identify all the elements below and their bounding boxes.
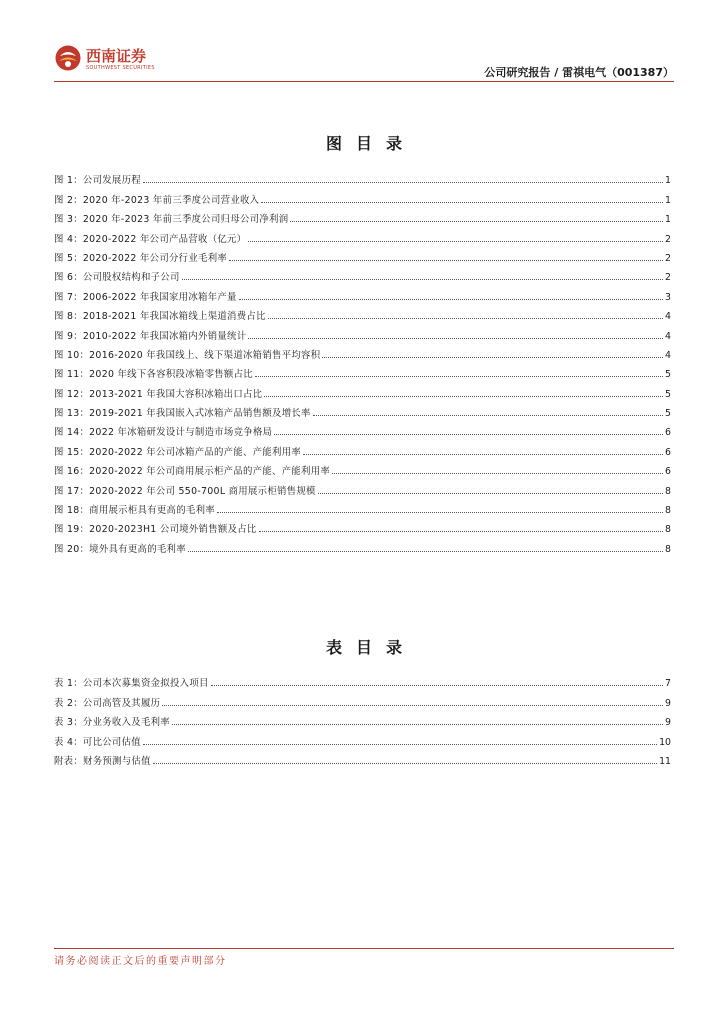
toc-entry-label: 表 3：分业务收入及毛利率 (54, 717, 170, 729)
dot-leader (264, 396, 663, 397)
toc-page-number: 4 (665, 311, 671, 323)
dot-leader (153, 763, 657, 764)
figure-toc-entry[interactable] (54, 225, 671, 244)
dot-leader (303, 454, 663, 455)
header-divider (54, 81, 674, 82)
toc-entry-label: 图 19：2020-2023H1 公司境外销售额及占比 (54, 524, 257, 536)
toc-entry-label: 图 2：2020 年-2023 年前三季度公司营业收入 (54, 194, 260, 206)
dot-leader (229, 260, 663, 261)
dot-leader (313, 415, 663, 416)
toc-page-number: 10 (659, 736, 671, 748)
logo-chinese-name: 西南证券 (86, 47, 147, 65)
toc-page-number: 11 (659, 755, 671, 767)
figure-toc-entry[interactable] (54, 283, 671, 302)
toc-entry-label: 表 1：公司本次募集资金拟投入项目 (54, 678, 209, 690)
toc-entry-label: 附表：财务预测与估值 (54, 755, 151, 767)
dot-leader (248, 338, 663, 339)
dot-leader (211, 685, 663, 686)
toc-page-number: 8 (665, 524, 671, 536)
toc-entry-label: 图 3：2020 年-2023 年前三季度公司归母公司净利润 (54, 214, 289, 226)
figure-toc-entry[interactable] (54, 322, 671, 341)
toc-entry-label: 图 9：2010-2022 年我国冰箱内外销量统计 (54, 330, 247, 342)
figure-toc-entry[interactable] (54, 206, 671, 225)
toc-entry-label: 图 18：商用展示柜具有更高的毛利率 (54, 505, 215, 517)
toc-page-number: 1 (665, 175, 671, 187)
figure-toc-entry[interactable] (54, 245, 671, 264)
table-index-list (54, 670, 671, 767)
page-header (54, 40, 674, 82)
dot-leader (143, 182, 663, 183)
figure-toc-entry[interactable] (54, 477, 671, 496)
toc-page-number: 5 (665, 388, 671, 400)
toc-entry-label: 表 2：公司高管及其履历 (54, 697, 161, 709)
toc-page-number: 2 (665, 272, 671, 284)
figure-toc-entry[interactable] (54, 380, 671, 399)
figure-toc-entry[interactable] (54, 419, 671, 438)
toc-page-number: 1 (665, 194, 671, 206)
dot-leader (162, 705, 663, 706)
toc-page-number: 4 (665, 330, 671, 342)
toc-entry-label: 图 16：2020-2022 年公司商用展示柜产品的产能、产能利用率 (54, 466, 331, 478)
toc-page-number: 1 (665, 214, 671, 226)
toc-page-number: 8 (665, 485, 671, 497)
toc-page-number: 8 (665, 505, 671, 517)
table-toc-entry[interactable] (54, 670, 671, 689)
figure-toc-entry[interactable] (54, 361, 671, 380)
toc-page-number: 6 (665, 446, 671, 458)
figure-index-list (54, 167, 671, 555)
figure-index-heading: 图目录 (325, 134, 416, 153)
figure-toc-entry[interactable] (54, 264, 671, 283)
toc-page-number: 2 (665, 252, 671, 264)
toc-page-number: 2 (665, 233, 671, 245)
toc-page-number: 5 (665, 369, 671, 381)
dot-leader (188, 551, 663, 552)
toc-entry-label: 图 13：2019-2021 年我国嵌入式冰箱产品销售额及增长率 (54, 408, 311, 420)
toc-entry-label: 图 14：2022 年冰箱研发设计与制造市场竞争格局 (54, 427, 273, 439)
toc-entry-label: 图 12：2013-2021 年我国大容积冰箱出口占比 (54, 388, 263, 400)
footer-disclaimer: 请务必阅读正文后的重要声明部分 (54, 956, 227, 967)
toc-entry-label: 图 6：公司股权结构和子公司 (54, 272, 180, 284)
report-title: 公司研究报告 / 雷祺电气（001387） (484, 66, 674, 79)
toc-entry-label: 图 10：2016-2020 年我国线上、线下渠道冰箱销售平均容积 (54, 349, 321, 361)
toc-page-number: 5 (665, 408, 671, 420)
toc-entry-label: 图 20：境外具有更高的毛利率 (54, 543, 186, 555)
toc-entry-label: 图 8：2018-2021 年我国冰箱线上渠道消费占比 (54, 311, 266, 323)
figure-toc-entry[interactable] (54, 400, 671, 419)
toc-page-number: 4 (665, 349, 671, 361)
toc-entry-label: 图 17：2020-2022 年公司 550-700L 商用展示柜销售规模 (54, 485, 316, 497)
dot-leader (255, 376, 663, 377)
toc-entry-label: 图 1：公司发展历程 (54, 175, 141, 187)
toc-entry-label: 图 7：2006-2022 年我国家用冰箱年产量 (54, 291, 237, 303)
dot-leader (332, 473, 663, 474)
figure-toc-entry[interactable] (54, 303, 671, 322)
toc-page-number: 9 (665, 697, 671, 709)
figure-toc-entry[interactable] (54, 458, 671, 477)
toc-entry-label: 图 11：2020 年线下各容积段冰箱零售额占比 (54, 369, 253, 381)
table-toc-entry[interactable] (54, 689, 671, 708)
table-toc-entry[interactable] (54, 709, 671, 728)
company-logo (54, 42, 164, 74)
toc-entry-label: 图 5：2020-2022 年公司分行业毛利率 (54, 252, 228, 264)
figure-toc-entry[interactable] (54, 186, 671, 205)
figure-toc-entry[interactable] (54, 497, 671, 516)
toc-page-number: 3 (665, 291, 671, 303)
dot-leader (182, 279, 663, 280)
toc-entry-label: 表 4：可比公司估值 (54, 736, 141, 748)
dot-leader (239, 299, 663, 300)
table-toc-entry[interactable] (54, 728, 671, 747)
dot-leader (274, 434, 663, 435)
dot-leader (322, 357, 663, 358)
dot-leader (143, 744, 657, 745)
toc-page-number: 6 (665, 427, 671, 439)
figure-toc-entry[interactable] (54, 535, 671, 554)
toc-entry-label: 图 15：2020-2022 年公司冰箱产品的产能、产能利用率 (54, 446, 302, 458)
figure-toc-entry[interactable] (54, 516, 671, 535)
table-index-heading: 表目录 (325, 638, 416, 657)
dot-leader (290, 221, 663, 222)
dot-leader (172, 724, 663, 725)
figure-toc-entry[interactable] (54, 438, 671, 457)
logo-english-name: SOUTHWEST SECURITIES (86, 65, 155, 71)
dot-leader (259, 531, 663, 532)
figure-toc-entry[interactable] (54, 342, 671, 361)
dot-leader (268, 318, 663, 319)
table-toc-entry[interactable] (54, 748, 671, 767)
dot-leader (248, 241, 663, 242)
dot-leader (217, 512, 663, 513)
toc-page-number: 7 (665, 678, 671, 690)
figure-toc-entry[interactable] (54, 167, 671, 186)
toc-entry-label: 图 4：2020-2022 年公司产品营收（亿元） (54, 233, 247, 245)
footer-divider (54, 948, 674, 949)
dot-leader (318, 493, 663, 494)
logo-mark-icon (54, 44, 82, 72)
toc-page-number: 9 (665, 717, 671, 729)
toc-page-number: 8 (665, 543, 671, 555)
dot-leader (261, 202, 663, 203)
toc-page-number: 6 (665, 466, 671, 478)
